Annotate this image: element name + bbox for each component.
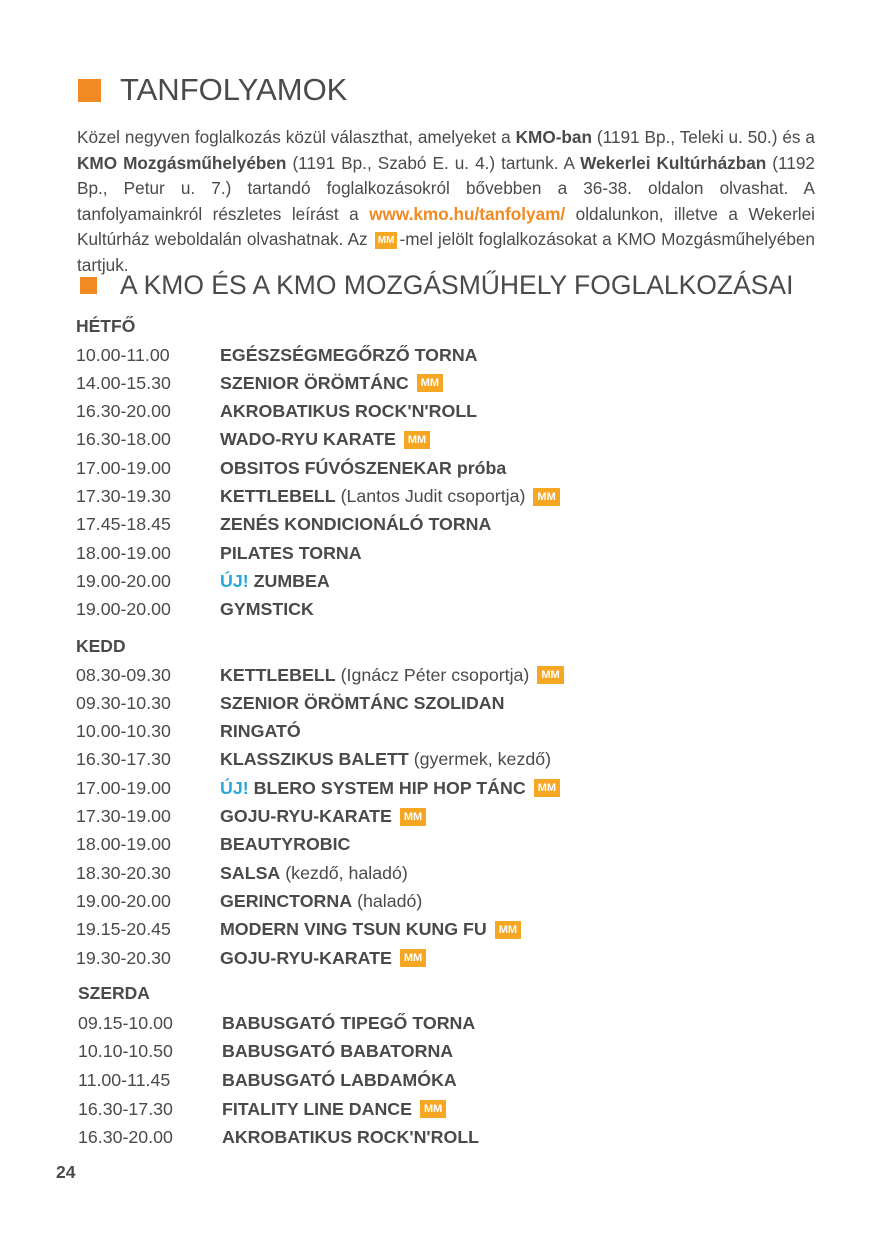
mm-badge: MM [420,1100,446,1118]
class-name: AKROBATIKUS ROCK'N'ROLL [222,1127,480,1148]
time-range: 14.00-15.30 [76,372,171,393]
class-detail: (kezdő, haladó) [285,862,408,883]
class-name: GERINCTORNA [220,890,353,911]
schedule-row [78,1011,475,1035]
time-range: 19.15-20.45 [76,919,171,940]
time-range: 17.00-19.00 [76,457,171,478]
class-name: GYMSTICK [220,599,314,620]
page-number: 24 [56,1162,76,1182]
class-name: OBSITOS FÚVÓSZENEKAR [220,457,452,478]
time-range: 19.00-20.00 [76,890,171,911]
class-detail: (Lantos Judit csoportja) [340,486,526,506]
time-range: 18.30-20.30 [76,862,171,883]
schedule-row [76,343,478,367]
mm-badge: MM [537,666,563,684]
time-range: 19.00-20.00 [76,570,171,591]
class-name: RINGATÓ [220,721,301,742]
schedule-row [78,1097,446,1121]
section-title: A KMO ÉS A KMO MOZGÁSMŰHELY FOGLALKOZÁSAI [120,269,794,300]
class-name: ZUMBEA [253,570,330,591]
section-heading-tanfolyamok [78,70,347,110]
schedule-row [76,456,506,480]
mm-badge: MM [400,949,426,967]
class-detail: (Ignácz Péter csoportja) [340,664,530,685]
mm-badge: MM [417,374,443,392]
mm-badge: MM [495,921,521,939]
day-heading: SZERDA [78,983,150,1003]
class-name: PILATES TORNA [220,542,362,563]
schedule-row [76,569,330,593]
class-name: SZENIOR ÖRÖMTÁNC [220,372,409,393]
schedule-row [78,1126,479,1150]
time-range: 16.30-18.00 [76,429,171,450]
schedule-row [76,861,408,885]
time-range: 10.00-10.30 [76,721,171,742]
time-range: 09.15-10.00 [78,1012,173,1033]
time-range: 16.30-17.30 [78,1098,173,1119]
class-name: KETTLEBELL [220,486,336,506]
time-range: 11.00-11.45 [78,1069,171,1090]
orange-square-bullet-icon [78,79,101,102]
class-name: BABUSGATÓ BABATORNA [222,1041,454,1062]
schedule-row [76,513,491,537]
mm-badge: MM [404,431,430,449]
class-detail: (gyermek, kezdő) [413,749,552,770]
schedule-row [76,598,314,622]
schedule-row [76,805,426,829]
class-name: AKROBATIKUS ROCK'N'ROLL [220,401,478,422]
schedule-row [76,918,521,942]
tanfolyam-link[interactable]: www.kmo.hu/tanfolyam/ [369,203,566,224]
time-range: 10.10-10.50 [78,1041,173,1062]
class-name: BEAUTYROBIC [220,834,351,855]
class-name: KETTLEBELL [220,664,336,685]
schedule-row [76,428,430,452]
time-range: 18.00-19.00 [76,542,171,563]
class-name: BABUSGATÓ LABDAMÓKA [222,1069,457,1090]
schedule-row [76,833,350,857]
class-name: WADO-RYU KARATE [220,429,396,450]
section-title: TANFOLYAMOK [120,72,348,107]
mm-badge: MM [375,232,398,249]
time-range: 17.45-18.45 [76,514,171,535]
schedule-row [76,720,301,744]
schedule-row [76,400,477,424]
schedule-row [76,691,505,715]
class-name: KLASSZIKUS BALETT [220,749,409,770]
time-range: 17.30-19.00 [76,806,171,826]
class-name: GOJU-RYU-KARATE [220,806,392,826]
class-name: FITALITY LINE DANCE [222,1098,412,1119]
class-name: GOJU-RYU-KARATE [220,947,392,968]
mm-badge: MM [533,488,559,506]
time-range: 17.30-19.30 [76,486,171,506]
day-heading: HÉTFŐ [76,316,136,336]
class-name: SZENIOR ÖRÖMTÁNC SZOLIDAN [220,692,505,713]
time-range: 16.30-20.00 [78,1127,173,1148]
time-range: 08.30-09.30 [76,664,171,685]
time-range: 18.00-19.00 [76,834,171,855]
schedule-row [76,748,551,772]
schedule-row [78,1068,457,1092]
mm-badge: MM [400,808,426,826]
schedule-row [78,1040,453,1064]
new-label: ÚJ! [220,777,249,798]
section-heading-foglalkozasok [80,268,793,302]
intro-paragraph: Közel negyven foglalkozás közül választhat, amelyeket a KMO-ban (1191 Bp., Teleki u. 50.) és a KMO Mozgásműhelyében (1191 Bp., Szabó E. u. 4.) tartunk. A Wekerlei Kultúrházban (1192 Bp., Petur u. 7.) tartandó foglalkozásokról bővebben a 36-38. oldalon olvashat. A tanfolyamainkról részletes leírást a www.kmo.hu/tanfolyam/ oldalunkon, illetve a Wekerlei Kultúrház weboldalán olvashatnak. Az MM -mel jelölt foglalkozásokat a KMO Mozgásműhelyében tartjuk. [77,127,815,275]
schedule-row [76,485,560,509]
time-range: 19.00-20.00 [76,599,171,620]
class-name: SALSA [220,862,281,883]
class-note: próba [456,457,507,478]
schedule-row [76,889,422,913]
class-name: MODERN VING TSUN KUNG FU [220,919,487,940]
schedule-row [76,541,362,565]
time-range: 10.00-11.00 [76,344,170,365]
time-range: 16.30-17.30 [76,749,171,770]
class-name: BABUSGATÓ TIPEGŐ TORNA [222,1012,476,1033]
schedule-row [76,946,426,970]
time-range: 09.30-10.30 [76,692,171,713]
time-range: 17.00-19.00 [76,777,171,798]
schedule-row [76,776,560,800]
day-heading: KEDD [76,636,126,656]
new-label: ÚJ! [220,570,249,591]
schedule-row [76,663,564,687]
class-name: ZENÉS KONDICIONÁLÓ TORNA [220,514,492,535]
orange-square-bullet-icon [80,277,97,294]
mm-badge: MM [534,779,560,797]
time-range: 16.30-20.00 [76,401,171,422]
class-name: EGÉSZSÉGMEGŐRZŐ TORNA [220,344,478,365]
class-detail: (haladó) [357,890,423,911]
time-range: 19.30-20.30 [76,947,171,968]
class-name: BLERO SYSTEM HIP HOP TÁNC [253,777,526,798]
schedule-row [76,371,443,395]
